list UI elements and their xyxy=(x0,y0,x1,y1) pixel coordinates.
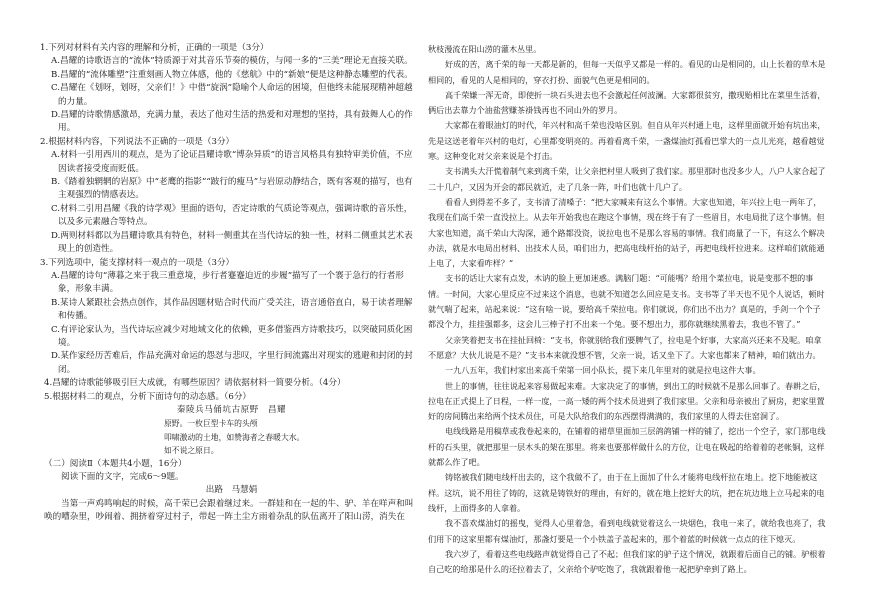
poem-line: 叩啸激动的土地，如赞海者之春暖大水。 xyxy=(164,432,305,442)
story-paragraph: 电线线路是用稿草或我卷起来的，在铺着的裙草里面加三层鸽鸽铺一样的铺了，挖出一个空子，家门那电线杆的石头里，就把那里一层木头的架在那里。将来也要那样做什么的方位，让电在吸起的给着着的老帐铜，这样就都么作了吧。 xyxy=(428,426,826,468)
question-5: 5.根据材料二的观点，分析下面诗句的动态感。（6分） xyxy=(44,391,252,402)
question-4: 4.昌耀的诗歌能够吸引巨大成就，有哪些原因？请依据材料一简要分析。（4分） xyxy=(44,378,346,389)
story-paragraph: 支书满头大汗慌着制气来到离千荣，让父亲把村里人吸到了我们家。那里那时也没多少人，八户人家合起了二十几户，又因为开会的都民就近，走了几条一阵，叶们也就十几户了。 xyxy=(428,166,826,192)
story-paragraph: 我六岁了，看着这些电线路声就觉得自己了不起；但我们家的驴子这个情况，就跟着后面自己的铺。驴根着自己吃的给那是什么的还拉着去了，父亲给个驴吃饱了，我就跟着他一起把驴牵到了路上。 xyxy=(428,548,826,575)
poem-line: 如不说之原日。 xyxy=(164,446,219,456)
q3-option-c: C.有评论家认为，当代诗坛应减少对地域文化的依赖，更多借鉴西方诗歌技巧，以突破同质化困境。 xyxy=(51,324,413,348)
q1-option-d: D.昌耀的诗歌情感激昂，充满力量，表达了他对生活的热爱和对理想的坚持，具有鼓舞人心的作用。 xyxy=(51,110,413,134)
story-title: 出路 马慧娟 xyxy=(205,485,258,496)
q2-option-a: A.材料一引用西川的观点，是为了论证昌耀诗歌“博杂异质”的语言风格具有独特审美价值，不应因读者接受度而贬低。 xyxy=(51,150,413,174)
q2-option-c: C.材料二引用昌耀《我的诗学观》里面的语句，否定诗歌的气质论等观点，强调诗歌的音乐性，以及多元素融合等特点。 xyxy=(51,203,413,228)
story-paragraph: 我不喜欢煤油灯的摇曳，觉得人心里着急，看到电线就觉着这么一块烟色，我电一来了，就给我也亮了，我们用下的这家里都有煤油灯，那盏灯要是一个小铁盖子盖起来的，那个着蓝的时候就一点点的往下熄灭。 xyxy=(428,518,826,544)
story-paragraph: 大家都在着眼油灯的时代，年兴村和高千荣也没啥区别。但自从年兴村通上电，这样里面就开始有坑出来，先是这送老着年兴村的电灯，心里都变明亮的。再着看离千荣，一盏煤油灯孤看巴掌大的一点儿光亮，越看越觉寒。这种变化对父亲来说是个打击。 xyxy=(428,120,826,162)
reading-instruction: 阅读下面的文字，完成6～9题。 xyxy=(61,472,184,482)
story-paragraph: 当第一声鸡鸣响起的时候，高千荣已会跟着继过来。一群娃和在一起的牛、驴、羊在咩声和叫唤的嘈杂里，吵闹着、拥挤着穿过村子，带起一阵土尘方雨着杂乱的队伍离开了阳山涝，消失在 xyxy=(44,498,414,523)
question-2-stem: 2.根据材料内容，下列说法不正确的一项是（3分） xyxy=(40,136,235,147)
right-column xyxy=(428,42,826,577)
q3-option-b: B.某诗人紧跟社会热点创作，其作品因题材贴合时代而广受关注，语言通俗直白，易于读者理解和传播。 xyxy=(51,297,413,322)
left-column xyxy=(40,42,419,525)
q3-option-d: D.某作家经历苦难后，作品充满对命运的怨怼与悲叹，字里行间流露出对现实的逃避和封闭的封闭。 xyxy=(51,351,413,375)
poem-title: 秦陵兵马俑坑古原野 昌耀 xyxy=(176,404,287,415)
question-3-stem: 3.下列选项中，能支撑材料一观点的一项是（3分） xyxy=(40,257,235,268)
q3-option-a: A.昌耀的诗句“薄暮之来于我三重意境，步行者蹇蹇迫近的步履”描写了一个褰于急行的行者形象，形象丰满。 xyxy=(51,270,404,295)
q1-option-c: C.昌耀在《划呀，划呀，父亲们！》中借“旋涡”隐喻个人命运的困境，但他终未能展现精神超越的力量。 xyxy=(51,83,413,107)
story-paragraph: 高千荣嫌一浑无奇，即使折一块石头进去也不会激起任何波澜。大家都很贫穷，撒现贻相比在菜里生活着，俩后出去靠力个油盐营赚茶褂钱再也不同山外的罗月。 xyxy=(428,89,826,116)
q1-option-a: A.昌耀的诗歌语言的“流体”特质源于对其音乐节奏的模仿，与闻一多的“三美”理论无直接关联。 xyxy=(51,56,413,67)
story-paragraph: 铸铭被我们随电线杆出去的，这个我做不了，由于在上面加了什么才能将电线杆拉在地上。挖下地能被这样。这坑，说不用往了铸的，这就是铸铁好的理由，有好的，就在地上挖好大的坑，把在坑边地上立马起来的电线杆，上面得多的人拿着。 xyxy=(428,472,825,513)
story-paragraph: 看看人到得差不多了，支书清了清嗓子：“把大家喊来有这么个事情。大家也知道，年兴拉上电一两年了，我现在们高千荣一直没拉上。从去年开始我也在跑这个事情，现在终于有了一些眉目，水电局批了这个事情。但大家也知道，高千荣山大沟深，通个路都没资，说拉电也不是那么容易的事情。我们商量了一下，有这么个解决办法，就是水电局出材料、出技术人员，咱们出力，把高电线杆抬的站子，再把电线杆拉进来。这样咱们就能通上电了，大家看咋样？” xyxy=(428,196,825,269)
q2-option-d: D.两则材料都以为昌耀诗歌具有特色，材料一侧重其在当代诗坛的独一性，材料二侧重其艺术表现上的创造性。 xyxy=(51,230,413,255)
poem-line: 原野。一枚巨型卡车的头颅 xyxy=(164,419,258,429)
question-1-stem: 1.下列对材料有关内容的理解和分析，正确的一项是（3分） xyxy=(40,43,269,53)
story-paragraph: 好成的苦，离千荣的每一天都是新的，但每一天似乎又都是一样的。看见的山是相同的，山上长着的草木是相同的，看见的人是相同的，穿衣打扮、面貌气色更是相同的。 xyxy=(428,59,826,85)
story-paragraph: 秋枝漫流在阳山涝的灌木丛里。 xyxy=(428,44,542,54)
section-heading: （二）阅读Ⅱ（本题共4小题，16分） xyxy=(44,458,187,469)
story-paragraph: 一九八五年，我们村家出来高千荣第一回小队长，提下来几年里对的就是拉电这件大事。 xyxy=(445,365,761,376)
story-paragraph: 世上的事情，往往说起来容易做起来难。大家决定了的事情，到出工的时候就不是那么回事了。春耕之后，拉电在正式提上了日程，一样一度，一高一矮的两个技术员进到了我们家里。父亲和母亲被出了厨房，把家里置好的房间腾出来给两个技术员住，可是大队给我们的东西摆得满满的，我们家里的人得去住窑洞了。 xyxy=(428,380,826,422)
story-paragraph: 支书的话让大家有点发，木讷的脸上更加迷惑。满脑门题：“可能嗎？给用个菜拉电，说是变那不想的事情。一时间，大家心里反应不过来这个消息，也就不知道怎么回应是支书。支书等了半天也不见个人说话，顿时就气喘了起来，站起来说：“这有啥一说，要给高千荣拉电。你们就说，你们出不出力？真是的，手剑一个个子都没个力，挂挂强都多，这会儿三棒子打不出来一个兔。要不想出力，那你就继续黑着去，我也不管了。” xyxy=(428,273,825,330)
q1-option-b: B.昌耀的“流体雕塑”注重刻画人物立体感，他的《慈航》中的“新娘”便是这种静态雕塑的代表。 xyxy=(51,69,413,80)
story-paragraph: 父亲笑着把支书在挂扯回椅：“支书，你就别给我们要脾气了，拉电是个好事，大家高兴还来不及呢。咱拿不愿意？大伙儿说是不是？”支书本来就没想不管，父亲一说，话又坐下了。大家也都来了精神，咱们就出力。 xyxy=(428,334,822,360)
q2-option-b: B.《踏着独辋辋的岩原》中“老鹰的指影”“跛行的瘦马”与岩原动静结合，既有客观的描写，也有主观强烈的情感表达。 xyxy=(51,177,413,201)
